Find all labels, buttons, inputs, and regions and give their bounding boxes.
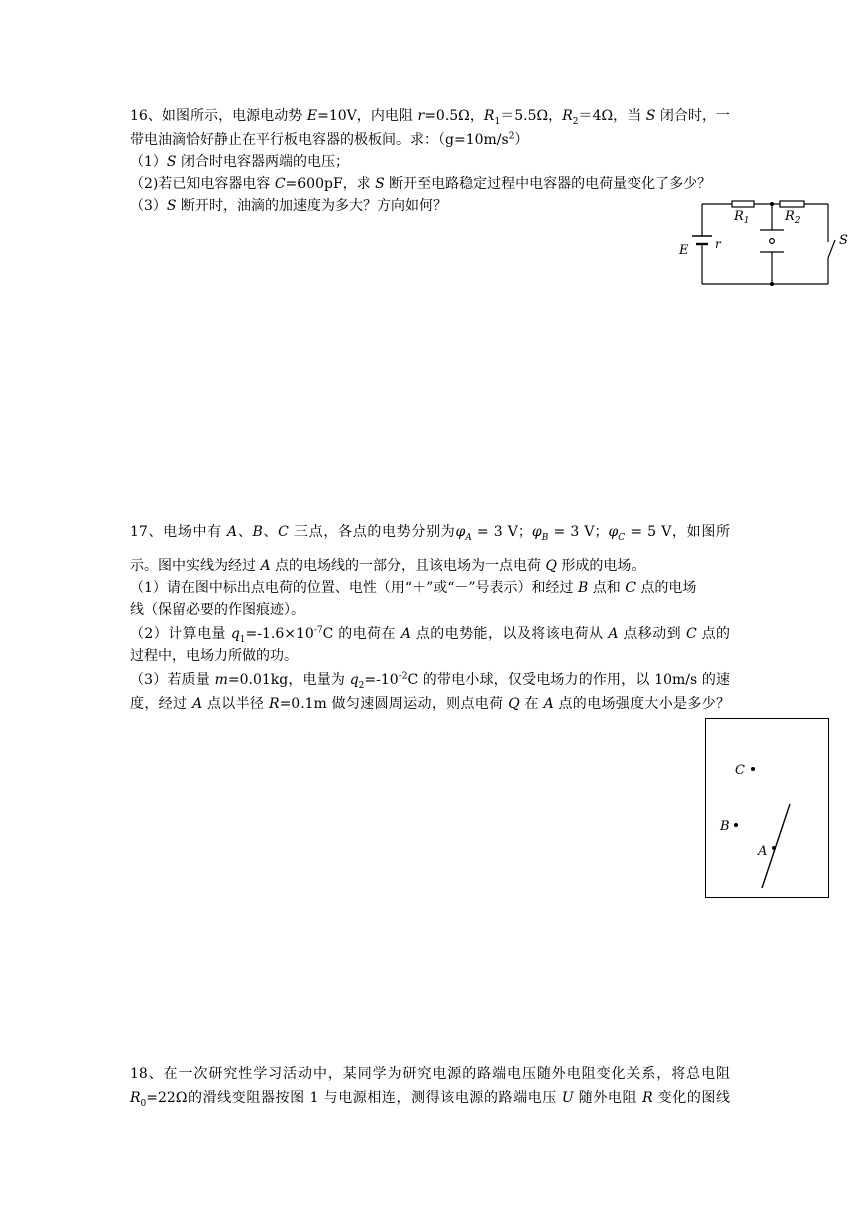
label-r1: $R_1$ bbox=[734, 209, 750, 226]
circuit-diagram bbox=[675, 198, 855, 290]
point-a bbox=[772, 846, 776, 850]
q16-line2: 带电油滴恰好静止在平行板电容器的极板间。求：$(g=10m/s^2)$ bbox=[130, 131, 529, 148]
label-r: r bbox=[715, 237, 721, 251]
q17-line4: 线（保留必要的作图痕迹）。 bbox=[130, 602, 305, 618]
resistor-r1 bbox=[732, 201, 754, 207]
switch-s bbox=[828, 240, 835, 258]
oil-drop bbox=[770, 239, 775, 244]
q17-line5: （2）计算电量 $q_1=-1.6\times 10^{-7}C$ 的电荷在 A 点的电势能，以及将该电荷从 A 点移动到 C 点的 bbox=[130, 625, 731, 645]
q17-line7: （3）若质量 m=0.01kg，电量为 $q_2=-10^{-2}C$ 的带电小球，仅受电场力的作用，以 10m/s 的速 bbox=[130, 671, 730, 691]
q18-line1: 18、在一次研究性学习活动中，某同学为研究电源的路端电压随外电阻变化关系，将总电阻 bbox=[130, 1066, 730, 1082]
q16-part2: （2)若已知电容器电容 C=600pF，求 S 断开至电路稳定过程中电容器的电荷量变化了多少？ bbox=[130, 176, 712, 192]
q18-line2: $R_0=22\Omega$的滑线变阻器按图 1 与电源相连，测得该电源的路端电压 U 随外电阻 R 变化的图线 bbox=[130, 1090, 730, 1109]
q16-part1: （1）S 闭合时电容器两端的电压； bbox=[130, 154, 349, 170]
label-c: C bbox=[735, 763, 745, 778]
field-figure bbox=[705, 718, 829, 898]
point-c bbox=[751, 767, 755, 771]
label-s: S bbox=[839, 233, 848, 248]
label-b: B bbox=[720, 819, 730, 834]
q17-line1: 17、电场中有 A、B、C 三点，各点的电势分别为$\varphi_A = 3$ V；$\varphi_B = 3$ V；$\varphi_C = 5$ V，如图所 bbox=[130, 524, 731, 543]
label-a: A bbox=[758, 844, 768, 859]
resistor-r2 bbox=[780, 201, 804, 207]
q17-line8: 度，经过 A 点以半径 R=0.1m 做匀速圆周运动，则点电荷 Q 在 A 点的电场强度大小是多少？ bbox=[130, 696, 731, 712]
q17-line3: （1）请在图中标出点电荷的位置、电性（用“＋”或“－”号表示）和经过 B 点和 C 点的电场 bbox=[130, 580, 697, 596]
q17-line2: 示。图中实线为经过 A 点的电场线的一部分，且该电场为一点电荷 Q 形成的电场。 bbox=[130, 558, 646, 574]
q16-part3: （3）S 断开时，油滴的加速度为多大？方向如何？ bbox=[130, 198, 447, 214]
label-e: E bbox=[679, 243, 689, 258]
q16-line1: 16、如图所示，电源电动势 E=10V，内电阻 r=0.5Ω，$R_1=5.5\Omega$，$R_2=4\Omega$，当 S 闭合时，一 bbox=[130, 108, 731, 127]
point-b bbox=[734, 823, 738, 827]
q17-line6: 过程中，电场力所做的功。 bbox=[130, 648, 298, 664]
label-r2: $R_2$ bbox=[785, 209, 801, 226]
